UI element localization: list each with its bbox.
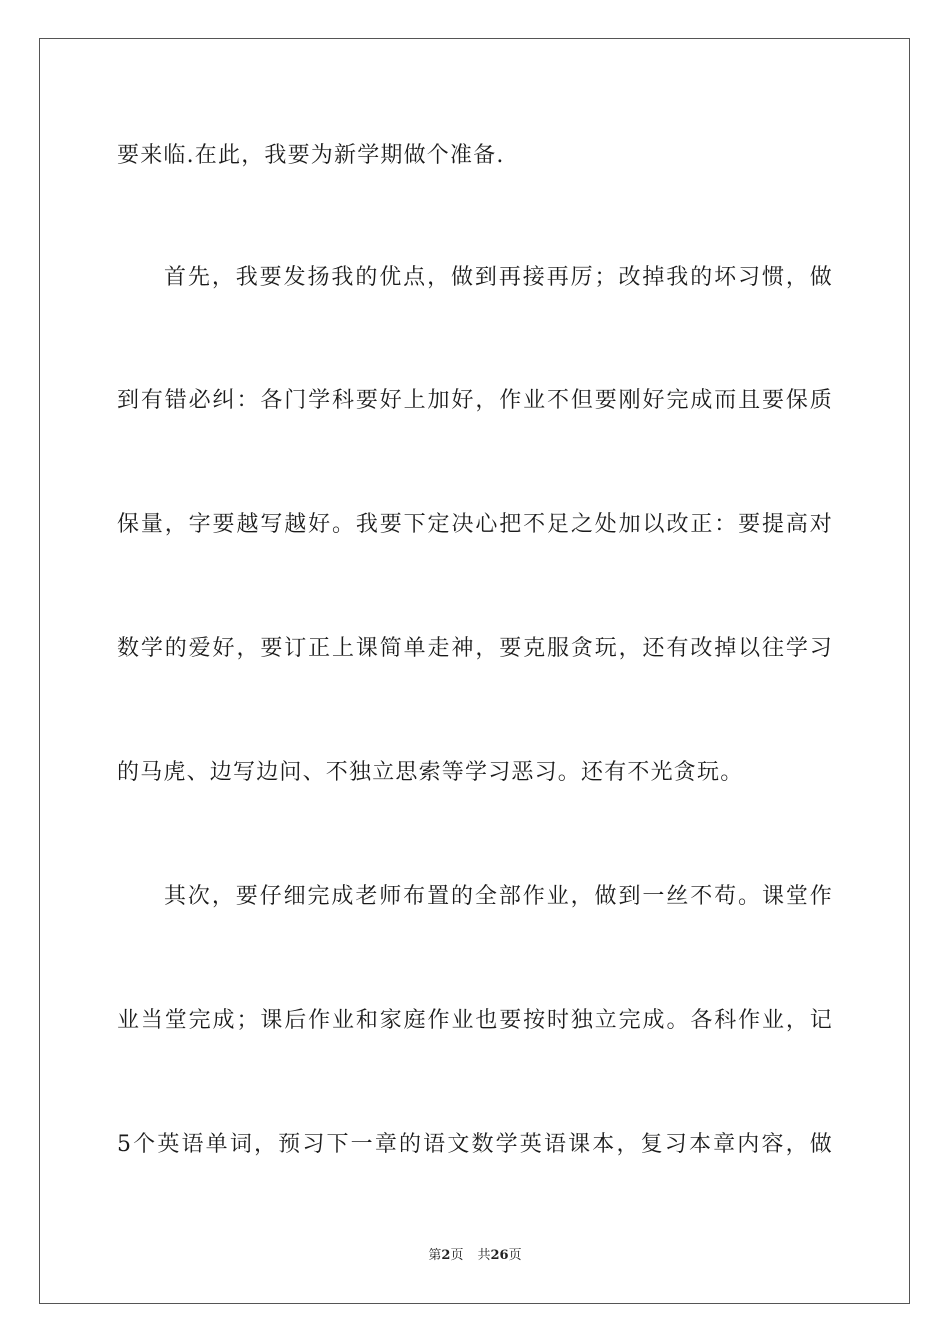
page-border (39, 38, 910, 1304)
footer-page-suffix: 页 (450, 1248, 464, 1263)
paragraph-line: 要来临.在此，我要为新学期做个准备. (117, 143, 505, 168)
paragraph-line: 的马虎、边写边问、不独立思索等学习恶习。还有不光贪玩。 (117, 760, 744, 785)
footer-prefix: 第 (428, 1248, 442, 1263)
paragraph-line: 业当堂完成；课后作业和家庭作业也要按时独立完成。各科作业，记 (117, 1008, 833, 1033)
paragraph-line: 其次，要仔细完成老师布置的全部作业，做到一丝不苟。课堂作 (164, 884, 833, 909)
footer-total-suffix: 页 (508, 1248, 522, 1263)
paragraph-line: 数学的爱好，要订正上课简单走神，要克服贪玩，还有改掉以往学习 (117, 636, 833, 661)
page-footer (0, 1248, 950, 1264)
total-pages-number: 26 (490, 1248, 509, 1263)
current-page-number: 2 (441, 1248, 451, 1263)
paragraph-line: 5个英语单词，预习下一章的语文数学英语课本，复习本章内容，做 (117, 1132, 833, 1157)
paragraph-line: 首先，我要发扬我的优点，做到再接再厉；改掉我的坏习惯，做 (164, 265, 833, 290)
footer-total-prefix: 共 (477, 1248, 491, 1263)
paragraph-line: 保量，字要越写越好。我要下定决心把不足之处加以改正：要提高对 (117, 512, 833, 537)
paragraph-line: 到有错必纠：各门学科要好上加好，作业不但要刚好完成而且要保质 (117, 388, 833, 413)
